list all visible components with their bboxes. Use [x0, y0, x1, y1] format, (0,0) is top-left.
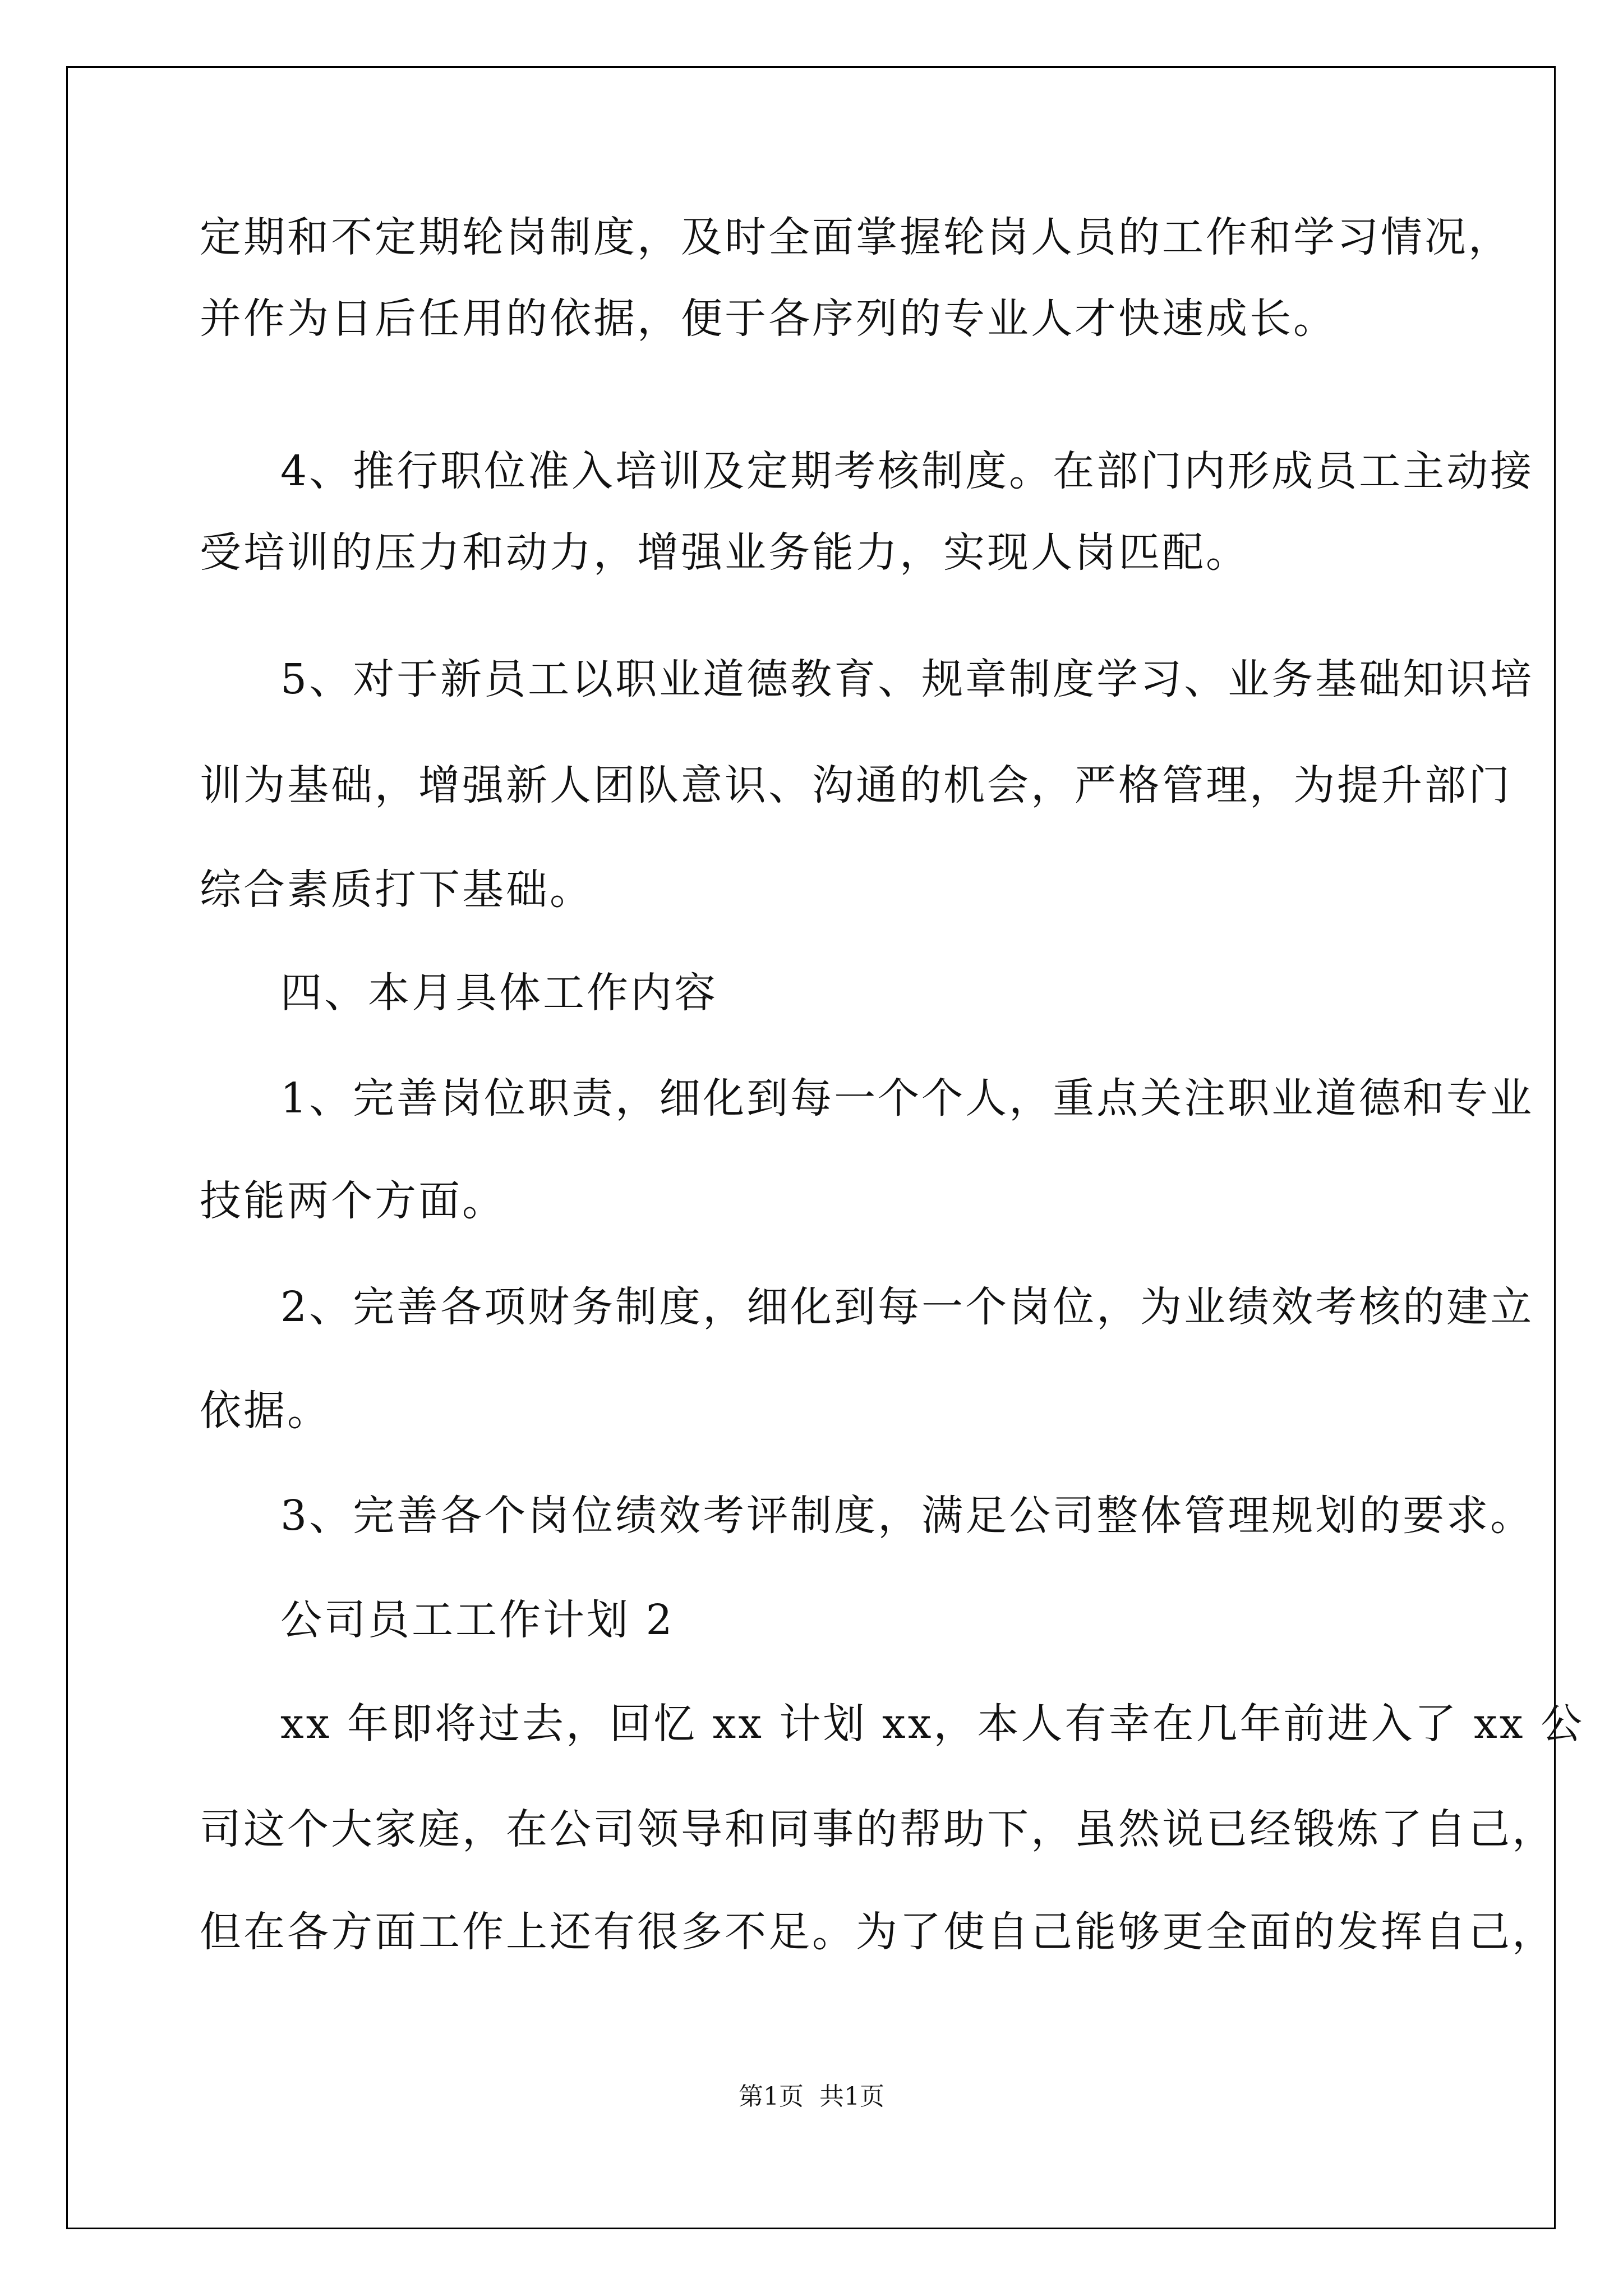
paragraph-line: 3、完善各个岗位绩效考评制度，满足公司整体管理规划的要求。 — [280, 1492, 1534, 1540]
paragraph-line: 司这个大家庭，在公司领导和同事的帮助下，虽然说已经锻炼了自己， — [200, 1805, 1556, 1853]
paragraph-line: 综合素质打下基础。 — [200, 866, 593, 914]
paragraph-line: 5、对于新员工以职业道德教育、规章制度学习、业务基础知识培 — [280, 655, 1534, 703]
page-footer: 第1页 共1页 — [739, 2082, 884, 2111]
section-heading: 公司员工工作计划 2 — [280, 1596, 675, 1644]
paragraph-line: 2、完善各项财务制度，细化到每一个岗位，为业绩效考核的建立 — [280, 1283, 1534, 1331]
paragraph-line: 依据。 — [200, 1387, 331, 1435]
paragraph-line: 定期和不定期轮岗制度，及时全面掌握轮岗人员的工作和学习情况， — [200, 213, 1512, 261]
paragraph-line: 4、推行职位准入培训及定期考核制度。在部门内形成员工主动接 — [280, 447, 1534, 495]
paragraph-line: xx 年即将过去，回忆 xx 计划 xx，本人有幸在几年前进入了 xx 公 — [280, 1700, 1584, 1748]
paragraph-line: 技能两个方面。 — [200, 1177, 506, 1225]
paragraph-line: 但在各方面工作上还有很多不足。为了使自己能够更全面的发挥自己， — [200, 1908, 1556, 1956]
paragraph-line: 并作为日后任用的依据，便于各序列的专业人才快速成长。 — [200, 295, 1337, 343]
paragraph-line: 训为基础，增强新人团队意识、沟通的机会，严格管理，为提升部门 — [200, 761, 1512, 809]
paragraph-line: 1、完善岗位职责，细化到每一个个人，重点关注职业道德和专业 — [280, 1074, 1534, 1122]
paragraph-line: 受培训的压力和动力，增强业务能力，实现人岗匹配。 — [200, 528, 1249, 577]
section-heading: 四、本月具体工作内容 — [280, 969, 718, 1017]
